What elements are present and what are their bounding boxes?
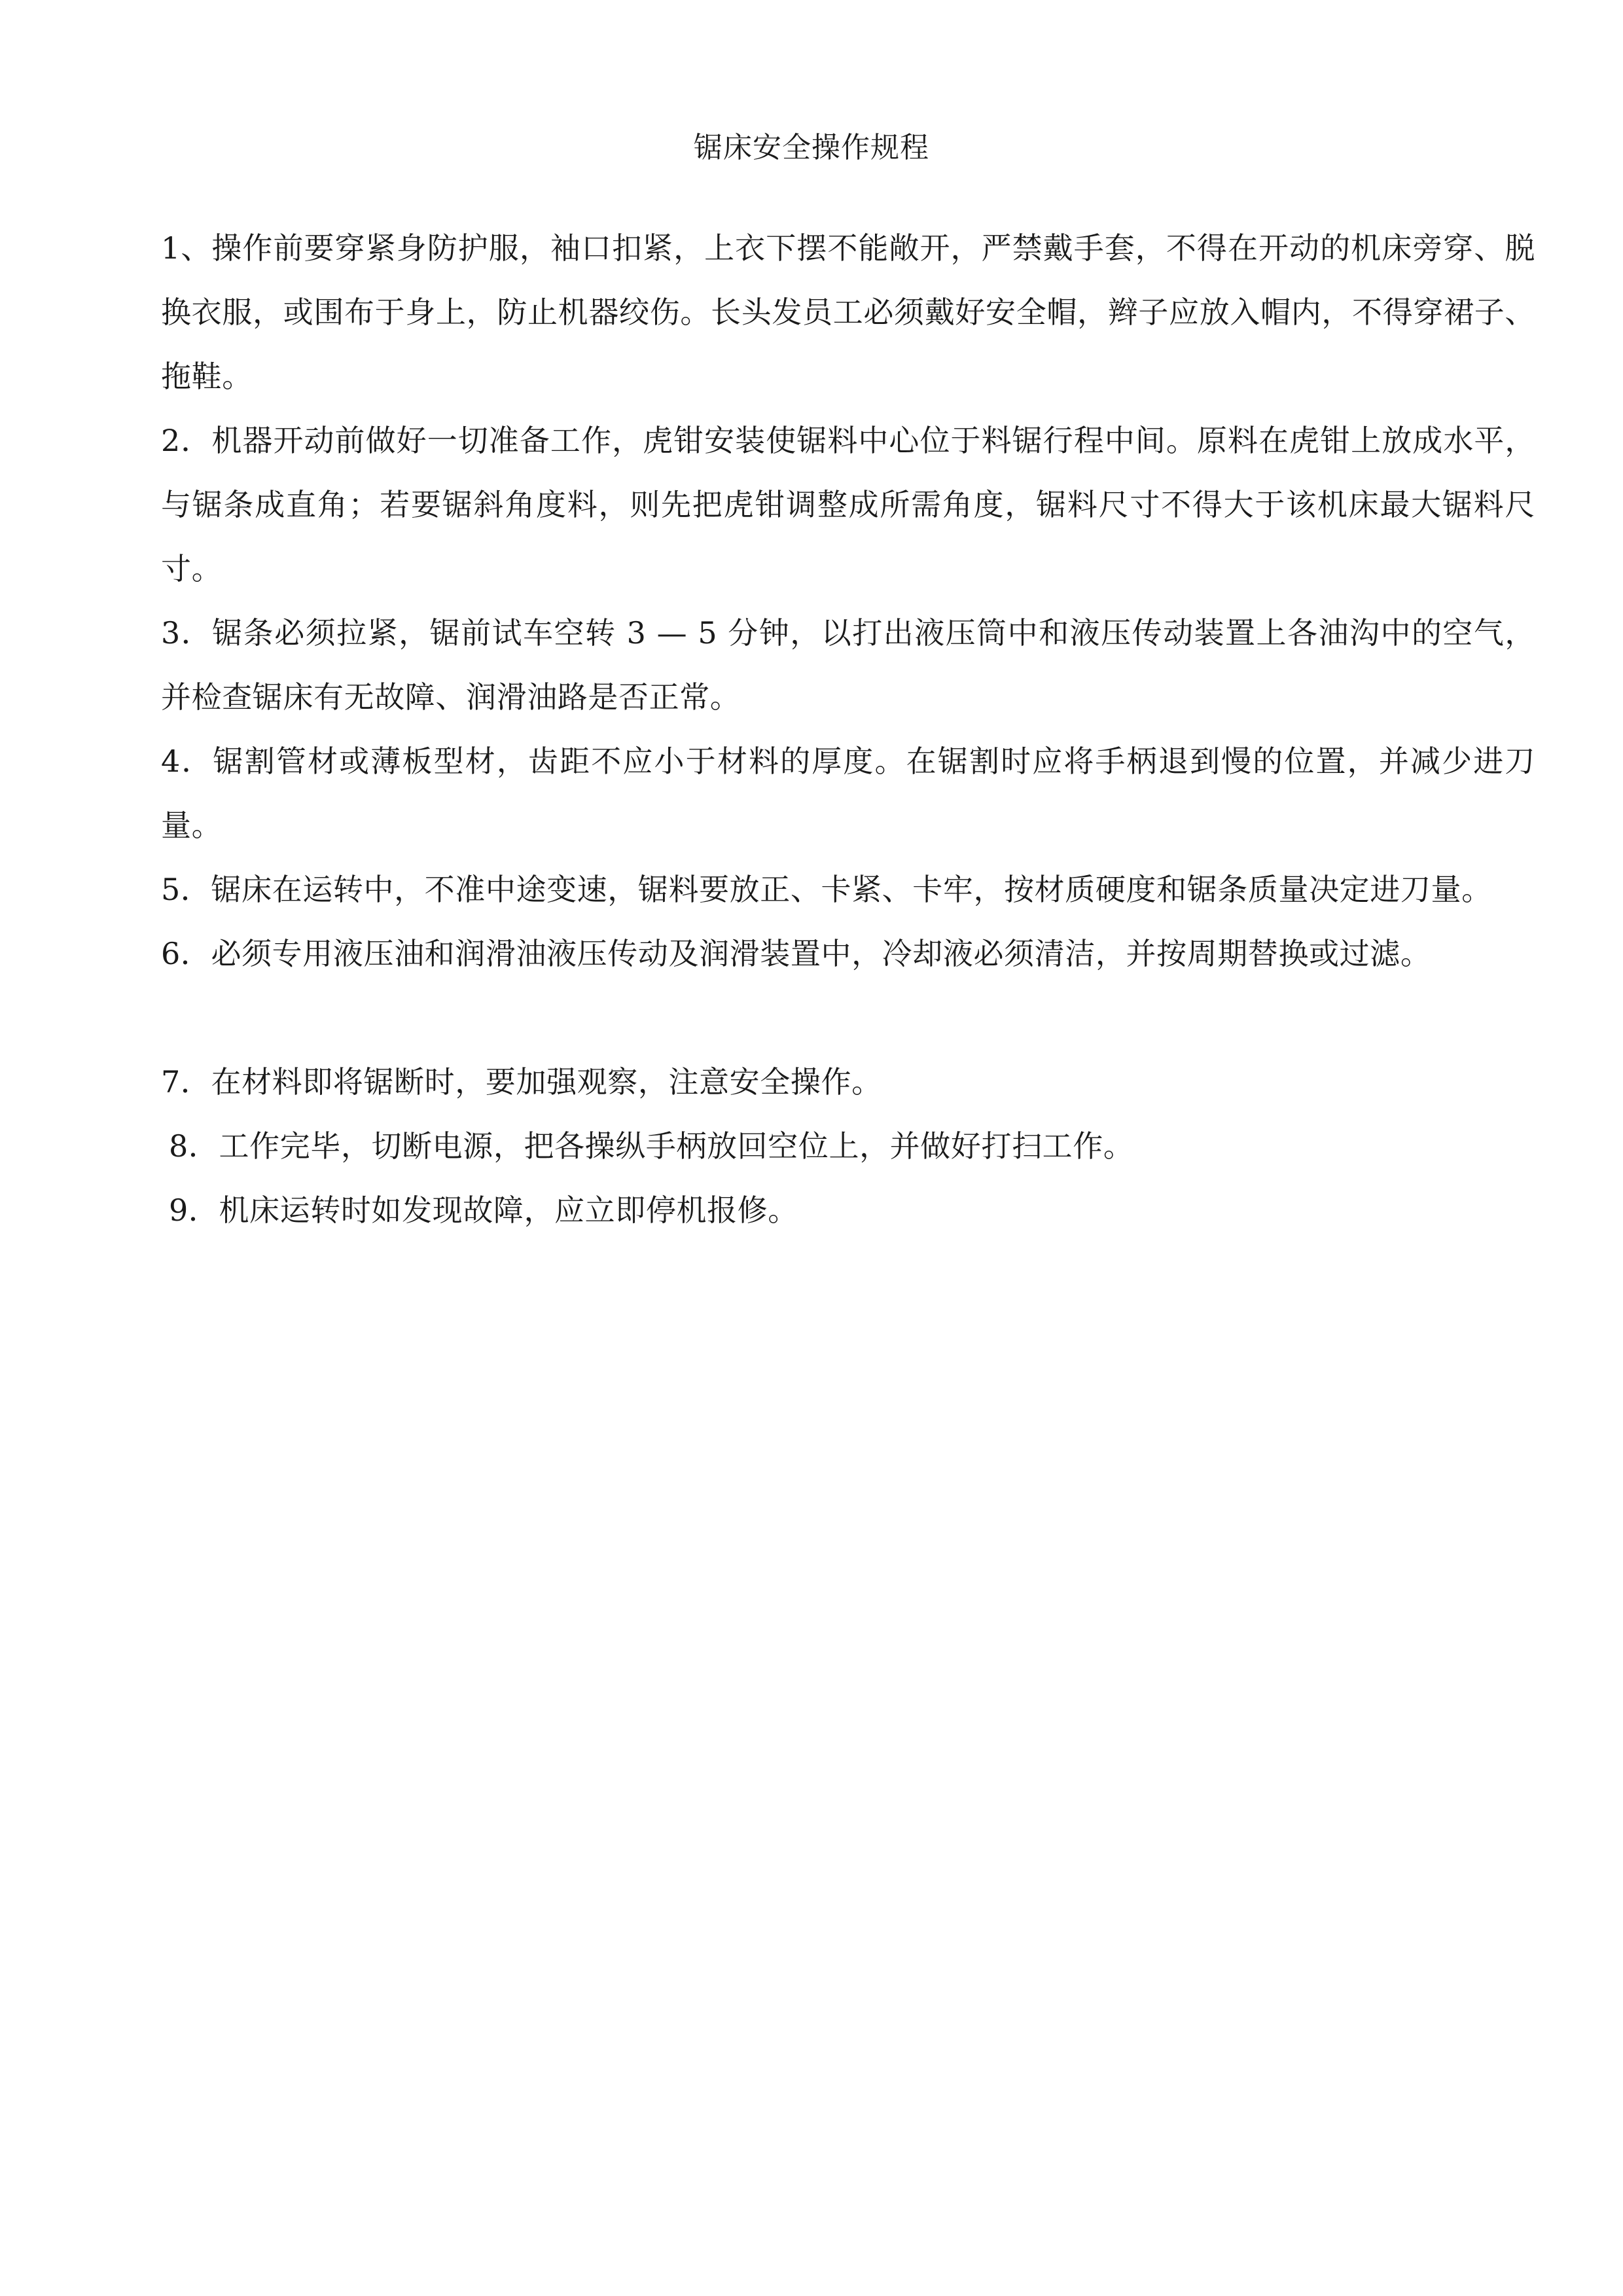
paragraph-6: 6．必须专用液压油和润滑油液压传动及润滑装置中，冷却液必须清洁，并按周期替换或过滤。 (161, 936, 1431, 971)
document-body (161, 216, 1535, 1242)
paragraph-8: 8．工作完毕，切断电源，把各操纵手柄放回空位上，并做好打扫工作。 (169, 1128, 1134, 1164)
paragraph-4: 4．锯割管材或薄板型材，齿距不应小于材料的厚度。在锯割时应将手柄退到慢的位置，并减少进刀量。 (161, 744, 1535, 843)
paragraph-2: 2．机器开动前做好一切准备工作，虎钳安装使锯料中心位于料锯行程中间。原料在虎钳上放成水平，与锯条成直角；若要锯斜角度料，则先把虎钳调整成所需角度，锯料尺寸不得大于该机床最大锯料尺寸。 (161, 423, 1535, 586)
paragraph-5: 5．锯床在运转中，不准中途变速，锯料要放正、卡紧、卡牢，按材质硬度和锯条质量决定进刀量。 (161, 872, 1492, 907)
paragraph-1: 1、操作前要穿紧身防护服，袖口扣紧，上衣下摆不能敞开，严禁戴手套，不得在开动的机床旁穿、脱换衣服，或围布于身上，防止机器绞伤。长头发员工必须戴好安全帽，辫子应放入帽内，不得穿裙子、拖鞋。 (161, 230, 1535, 394)
paragraph-7: 7．在材料即将锯断时，要加强观察，注意安全操作。 (161, 1064, 882, 1100)
document-title: 锯床安全操作规程 (694, 131, 929, 164)
paragraph-3: 3．锯条必须拉紧，锯前试车空转 3 — 5 分钟，以打出液压筒中和液压传动装置上各油沟中的空气，并检查锯床有无故障、润滑油路是否正常。 (161, 615, 1535, 715)
paragraph-9: 9．机床运转时如发现故障，应立即停机报修。 (169, 1193, 798, 1228)
